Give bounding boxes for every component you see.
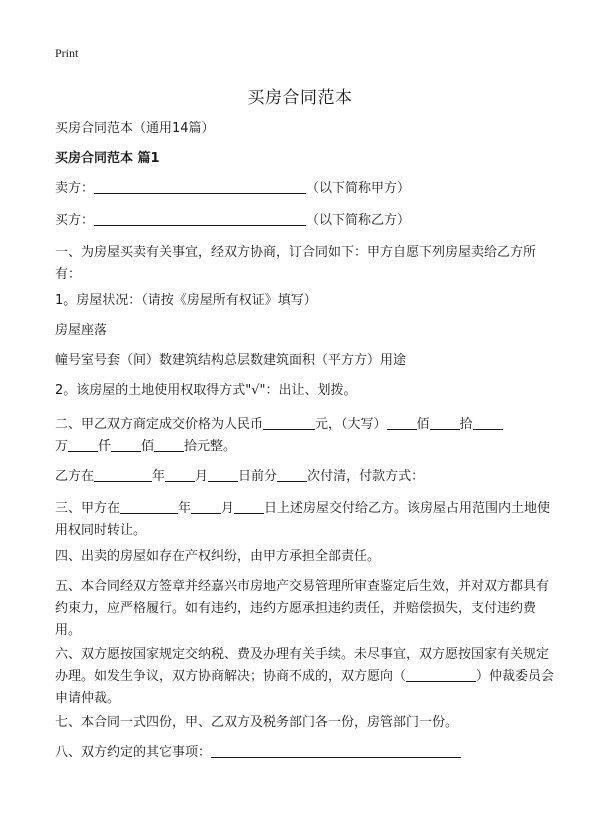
- clause-2-line-1: [55, 414, 555, 436]
- document-title: 买房合同范本: [247, 88, 353, 108]
- blank: [208, 467, 238, 482]
- seller-suffix: （以下简称甲方）: [306, 181, 411, 196]
- arbitration-blank: [406, 667, 476, 682]
- clause-2-text: 仟: [98, 439, 112, 454]
- clause-1: 一、为房屋买卖有关事宜，经双方协商，订合同如下：甲方自愿下列房屋卖给乙方所有：: [55, 245, 537, 282]
- seller-label: 卖方：: [55, 181, 95, 196]
- print-link[interactable]: Print: [55, 46, 79, 60]
- clause-5: 五、本合同经双方签章并经嘉兴市房地产交易管理所审查鉴定后生效，并对双方都具有约束力，应严格履行。如有违约，违约方愿承担违约责任，并赔偿损失，支付违约费用。: [55, 579, 550, 638]
- buyer-line: [55, 210, 555, 232]
- clause-3: [55, 498, 555, 542]
- item-2: 2。该房屋的土地使用权取得方式"√"：出让、划拨。: [55, 383, 357, 398]
- clause-2-text: 拾: [459, 417, 473, 432]
- payment-text: 次付清，付款方式：: [307, 469, 425, 484]
- blank: [191, 499, 221, 514]
- buyer-blank: [94, 211, 306, 226]
- price-blank: [263, 415, 315, 430]
- clause-8-text: 八、双方约定的其它事项：: [55, 745, 212, 760]
- payment-text: 年: [152, 469, 166, 484]
- blank: [68, 437, 98, 452]
- seller-blank: [94, 179, 306, 194]
- clause-2-text: 佰: [416, 417, 430, 432]
- house-location: 房屋座落: [55, 323, 108, 338]
- house-details: 幢号室号套（间）数建筑结构总层数建筑面积（平方方）用途: [55, 353, 407, 368]
- payment-text: 月: [195, 469, 209, 484]
- clause-2-text: 二、甲乙双方商定成交价格为人民币: [55, 417, 264, 432]
- clause-3-text: 年: [178, 501, 192, 516]
- payment-line: [55, 466, 555, 488]
- item-1: 1。房屋状况：（请按《房屋所有权证》填写）: [55, 293, 317, 308]
- clause-3-text: 日上述房屋交付给乙方。该房屋占用范围内土地使用权同时转让。: [55, 501, 551, 538]
- clause-6-text: ）仲裁委员会申请仲裁。: [55, 669, 555, 706]
- blank: [277, 467, 307, 482]
- clause-4: 四、出卖的房屋如存在产权纠纷，由甲方承担全部责任。: [55, 549, 381, 564]
- clause-2-text: 拾元整。: [184, 439, 237, 454]
- blank: [473, 415, 503, 430]
- clause-6-text: 六、双方愿按国家规定交纳税、费及办理有关手续。未尽事宜，双方愿按国家有关规定办理。如发生争议，双方协商解决；协商不成的，双方愿向（: [55, 647, 550, 684]
- blank: [430, 415, 460, 430]
- buyer-label: 买方：: [55, 213, 95, 228]
- clause-6: [55, 644, 555, 710]
- blank: [234, 499, 264, 514]
- section-heading: 买房合同范本 篇1: [55, 151, 160, 166]
- blank: [165, 467, 195, 482]
- clause-2-text: 佰: [141, 439, 155, 454]
- buyer-suffix: （以下简称乙方）: [306, 213, 411, 228]
- other-matters-blank: [211, 743, 461, 758]
- clause-2-text: 元，（大写）: [315, 417, 387, 432]
- blank: [94, 467, 152, 482]
- clause-3-text: 月: [221, 501, 235, 516]
- blank: [154, 437, 184, 452]
- clause-7: 七、本合同一式四份，甲、乙双方及税务部门各一份，房管部门一份。: [55, 715, 459, 730]
- payment-text: 乙方在: [55, 469, 95, 484]
- seller-line: [55, 178, 555, 200]
- blank: [387, 415, 417, 430]
- blank: [120, 499, 178, 514]
- clause-2-line-2: [55, 436, 555, 458]
- payment-text: 日前分: [238, 469, 278, 484]
- blank: [111, 437, 141, 452]
- clause-8: [55, 742, 555, 764]
- clause-2-text: 万: [55, 439, 69, 454]
- clause-3-text: 三、甲方在: [55, 501, 121, 516]
- document-subtitle: 买房合同范本（通用14篇）: [55, 121, 215, 136]
